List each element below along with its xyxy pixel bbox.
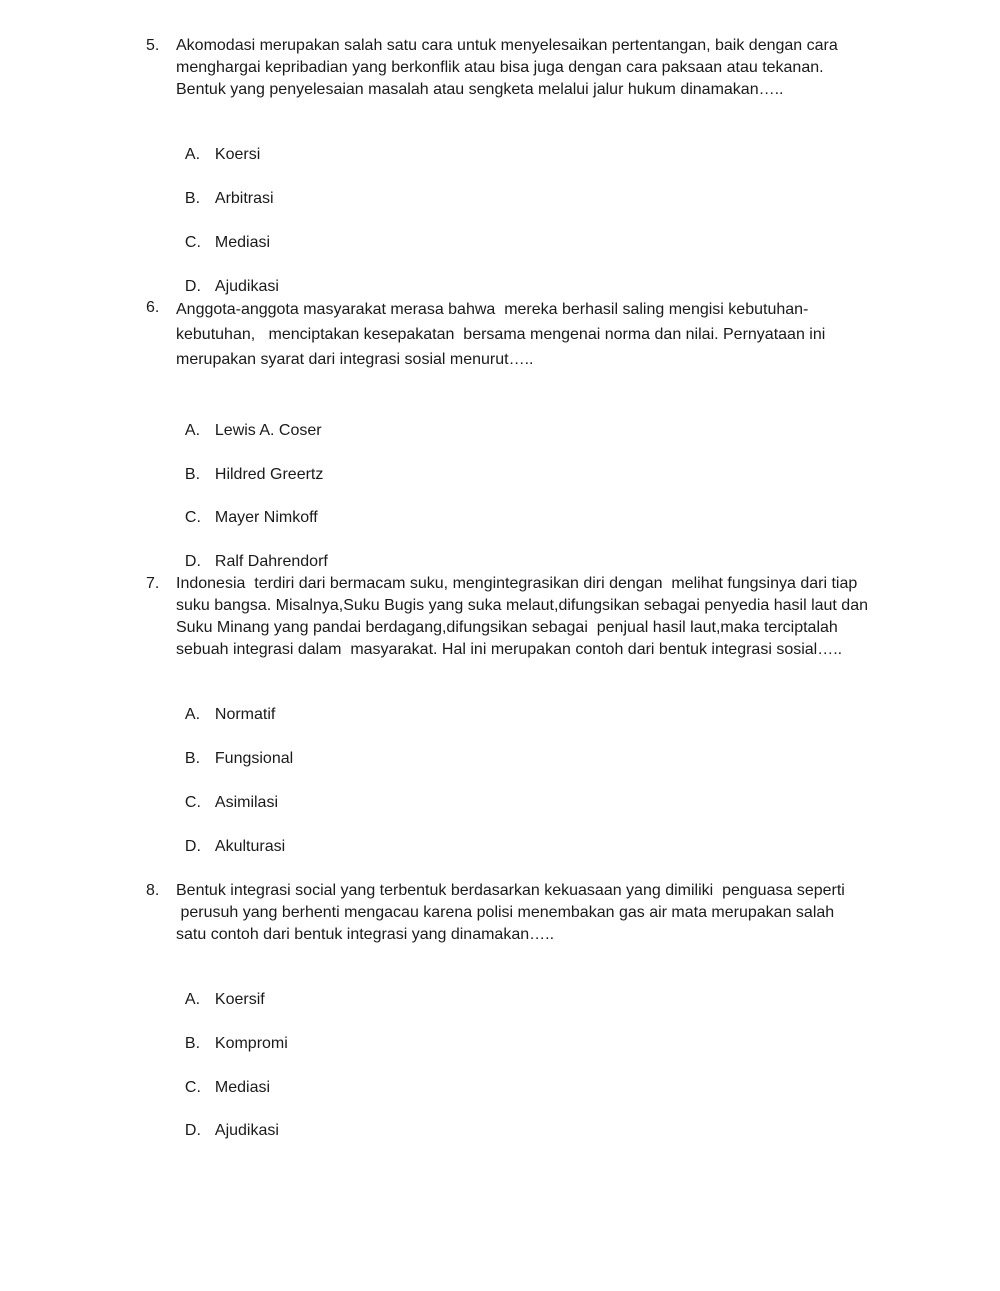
option-text: Ralf Dahrendorf [214, 553, 328, 570]
option-letter: B. [184, 750, 201, 767]
question-line: Indonesia terdiri dari bermacam suku, mengintegrasikan diri dengan melihat fungsinya dari tiap [176, 575, 858, 592]
option-letter: B. [184, 190, 201, 207]
option-text: Ajudikasi [214, 1122, 279, 1139]
option-5b[interactable] [176, 166, 274, 210]
question-number: 8. [146, 882, 160, 899]
question-line: merupakan syarat dari integrasi sosial menurut….. [176, 351, 534, 368]
question-line: Bentuk yang penyelesaian masalah atau sengketa melalui jalur hukum dinamakan….. [176, 81, 784, 98]
question-line: perusuh yang berhenti mengacau karena polisi menembakan gas air mata merupakan salah [176, 904, 835, 921]
option-letter: A. [184, 706, 201, 723]
option-letter: B. [184, 1035, 201, 1052]
option-letter: C. [184, 234, 201, 251]
option-5d[interactable] [176, 254, 279, 298]
option-text: Mayer Nimkoff [214, 509, 318, 526]
option-6a[interactable] [176, 398, 322, 442]
question-text [176, 35, 896, 101]
option-5a[interactable] [176, 122, 260, 166]
option-letter: D. [184, 553, 201, 570]
option-6d[interactable] [176, 529, 328, 573]
option-text: Mediasi [214, 234, 271, 251]
question-line: Bentuk integrasi social yang terbentuk berdasarkan kekuasaan yang dimiliki penguasa seperti [176, 882, 845, 899]
option-text: Hildred Greertz [214, 466, 324, 483]
question-line: satu contoh dari bentuk integrasi yang dinamakan….. [176, 926, 555, 943]
option-8b[interactable] [176, 1011, 288, 1055]
option-letter: D. [184, 838, 201, 855]
option-7a[interactable] [176, 682, 275, 726]
option-6b[interactable] [176, 442, 323, 486]
option-text: Koersi [214, 146, 261, 163]
option-6c[interactable] [176, 485, 318, 529]
question-number: 7. [146, 575, 160, 592]
question-line: sebuah integrasi dalam masyarakat. Hal ini merupakan contoh dari bentuk integrasi sosial….. [176, 641, 843, 658]
option-text: Lewis A. Coser [214, 422, 322, 439]
option-8a[interactable] [176, 967, 265, 1011]
option-text: Fungsional [214, 750, 294, 767]
option-letter: C. [184, 1079, 201, 1096]
option-text: Akulturasi [214, 838, 286, 855]
option-7c[interactable] [176, 770, 278, 814]
option-letter: A. [184, 146, 201, 163]
option-letter: C. [184, 509, 201, 526]
question-line: suku bangsa. Misalnya,Suku Bugis yang suka melaut,difungsikan sebagai penyedia hasil laut dan [176, 597, 868, 614]
option-letter: D. [184, 278, 201, 295]
option-letter: A. [184, 991, 201, 1008]
option-text: Arbitrasi [214, 190, 274, 207]
option-7b[interactable] [176, 726, 293, 770]
option-text: Mediasi [214, 1079, 271, 1096]
question-line: menghargai kepribadian yang berkonflik atau bisa juga dengan cara paksaan atau tekanan. [176, 59, 824, 76]
option-8d[interactable] [176, 1098, 279, 1142]
question-text [176, 573, 896, 661]
option-5c[interactable] [176, 210, 270, 254]
option-text: Normatif [214, 706, 276, 723]
option-letter: D. [184, 1122, 201, 1139]
option-letter: A. [184, 422, 201, 439]
option-letter: C. [184, 794, 201, 811]
option-7d[interactable] [176, 814, 285, 858]
question-number: 6. [146, 299, 160, 316]
question-line: Suku Minang yang pandai berdagang,difungsikan sebagai penjual hasil laut,maka terciptalah [176, 619, 838, 636]
question-line: kebutuhan, menciptakan kesepakatan bersama mengenai norma dan nilai. Pernyataan ini [176, 326, 826, 343]
option-text: Ajudikasi [214, 278, 279, 295]
question-number: 5. [146, 37, 160, 54]
question-text [176, 880, 896, 946]
option-8c[interactable] [176, 1055, 270, 1099]
question-line: Anggota-anggota masyarakat merasa bahwa mereka berhasil saling mengisi kebutuhan- [176, 301, 809, 318]
question-text [176, 297, 896, 372]
option-text: Asimilasi [214, 794, 279, 811]
option-text: Koersif [214, 991, 265, 1008]
option-text: Kompromi [214, 1035, 288, 1052]
option-letter: B. [184, 466, 201, 483]
question-line: Akomodasi merupakan salah satu cara untuk menyelesaikan pertentangan, baik dengan cara [176, 37, 838, 54]
